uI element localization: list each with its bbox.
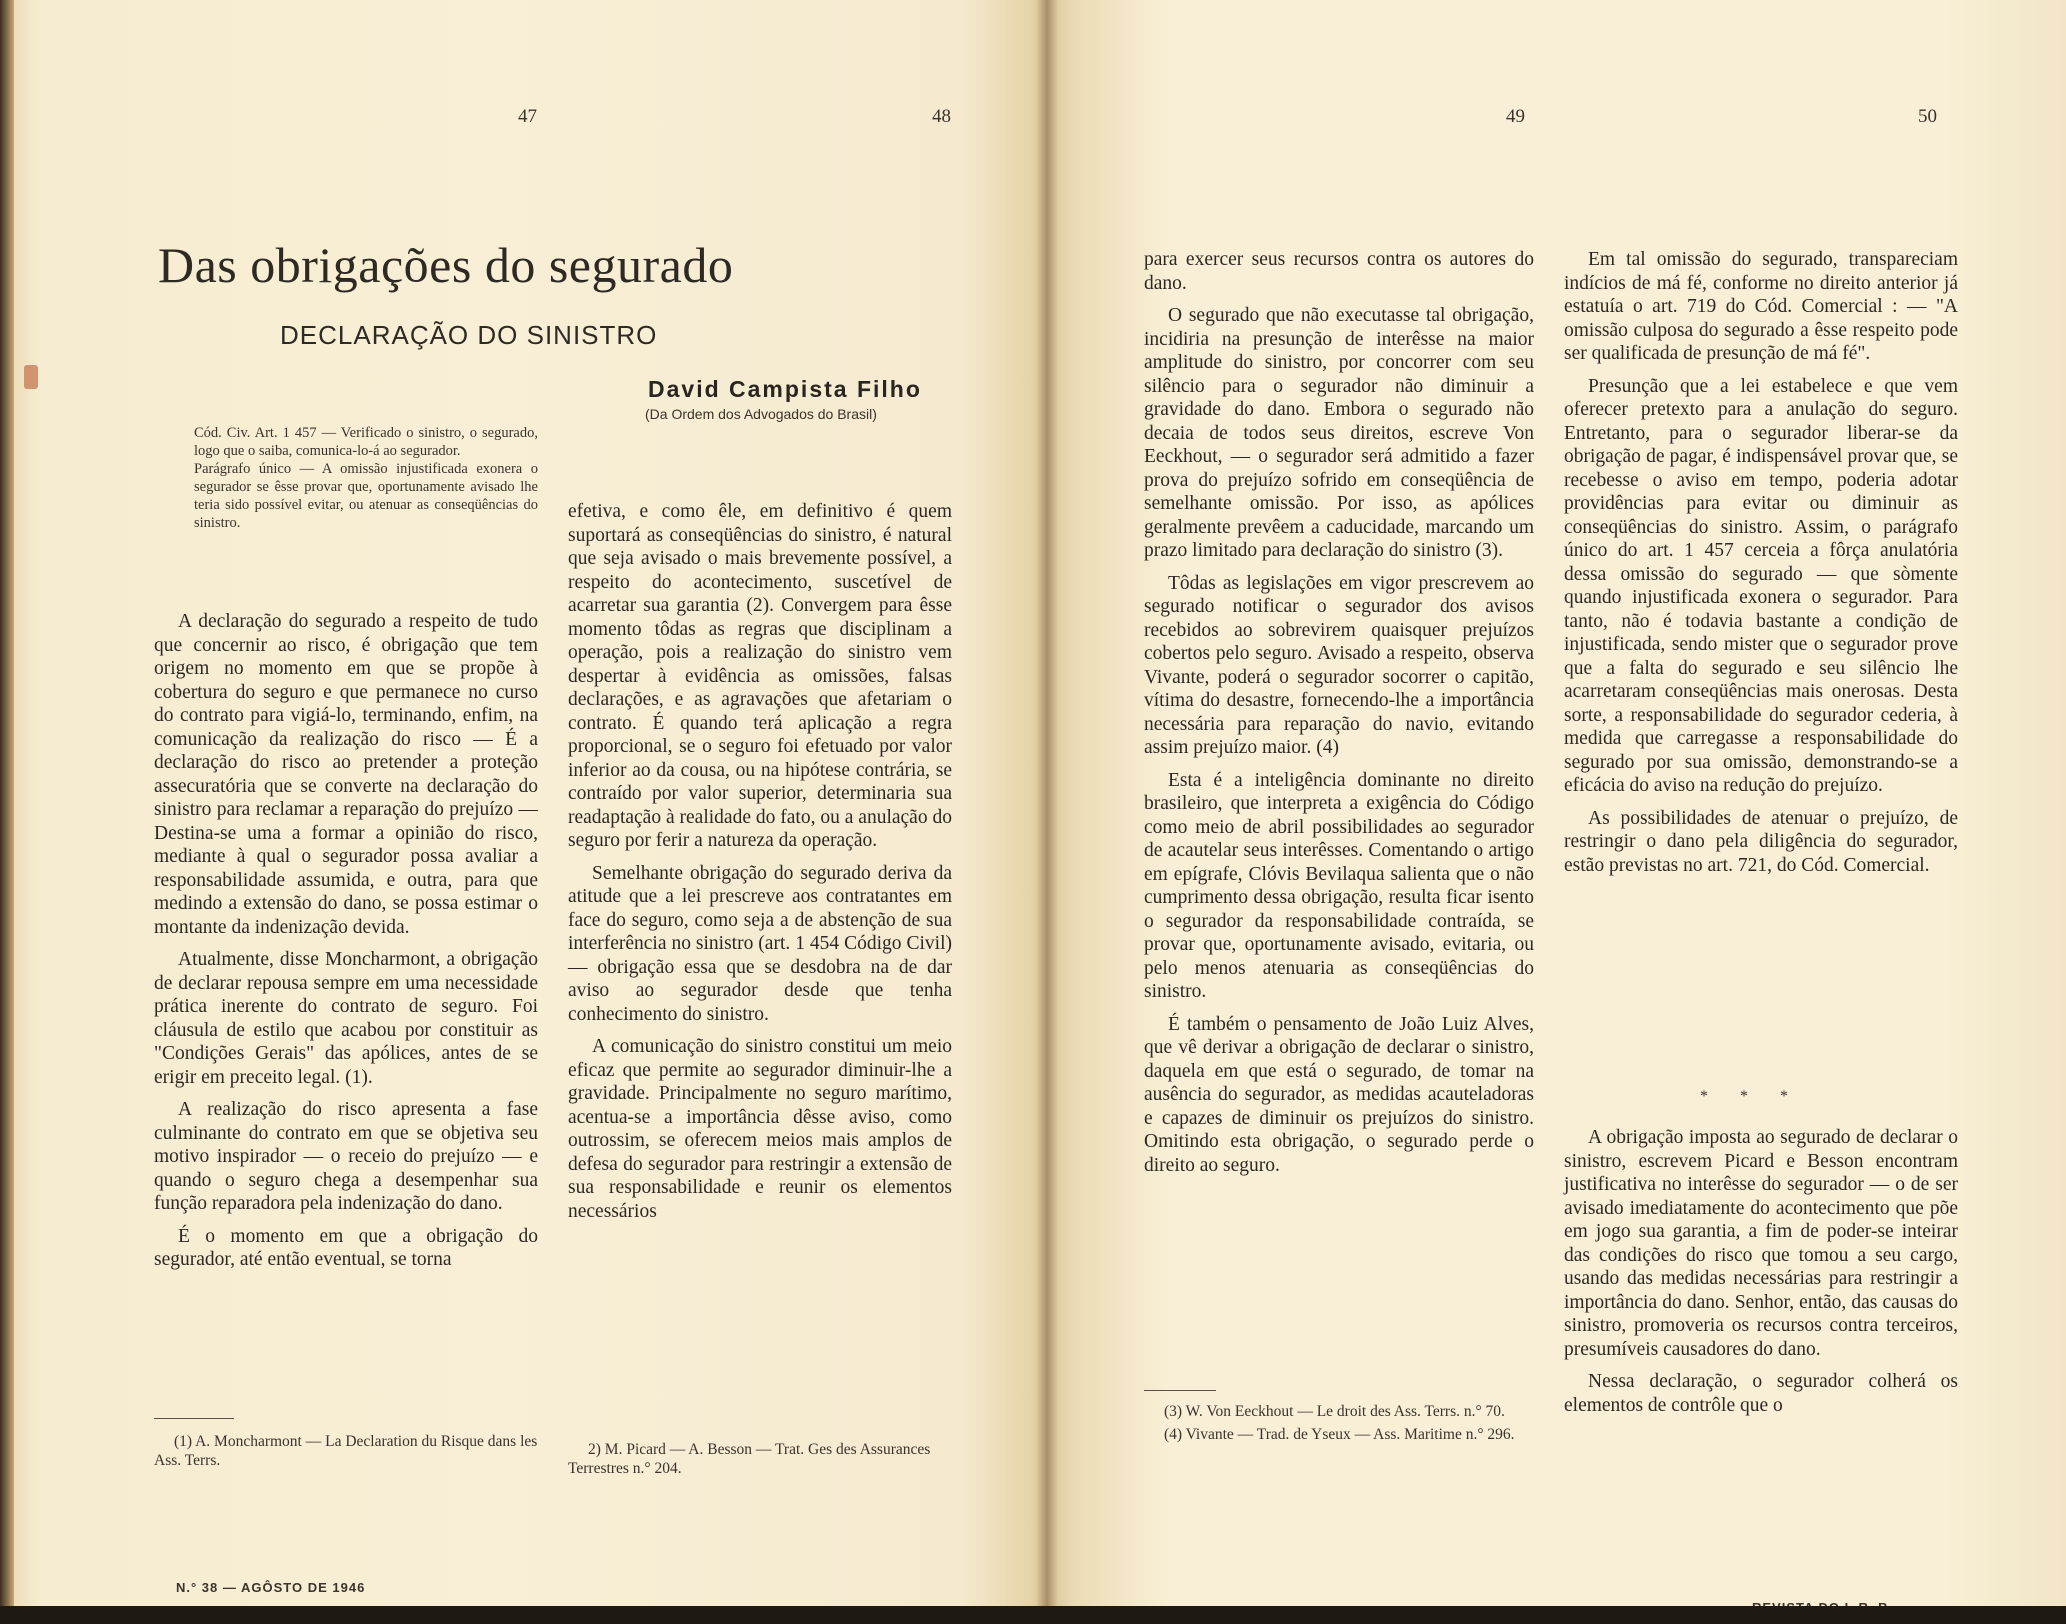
paragraph: Tôdas as legislações em vigor prescrevem ao segurado notificar o segurador dos avisos recebidos ao sobrevirem quaisquer prejuízos cobertos pelo seguro. Avisado a respeito, observa Vivante, poderá o segurador socorrer o capitão, vítima do desastre, fornecendo-lhe a importância necessária para reparação do navio, evitando assim prejuízo maior. (4) <box>1144 572 1534 758</box>
page-number-49: 49 <box>1506 106 1525 127</box>
paragraph: Semelhante obrigação do segurado deriva da atitude que a lei prescreve aos contratantes em face do seguro, como seja a de abstenção de sua interferência no sinistro (art. 1 454 Código Civil) — obrigação essa que se desdobra na de dar aviso ao segurador desde que tenha conhecimento do sinistro. <box>568 862 952 1025</box>
page-number-47: 47 <box>518 106 537 127</box>
paragraph: Nessa declaração, o segurador colherá os elementos de contrôle que o <box>1564 1371 1958 1416</box>
paragraph: A obrigação imposta ao segurado de declarar o sinistro, escrevem Picard e Besson encontram justificativa no interêsse do segurador — o de ser avisado imediatamente do acontecimento que põe em jogo sua garantia, a fim de poder-se inteirar das condições do risco que tomou a seu cargo, usando das medidas necessárias para restringir a importância do dano. Senhor, então, das causas do sinistro, promoveria os recursos contra terceiros, presumíveis causadores do dano. <box>1564 1127 1958 1360</box>
book-gutter <box>1036 0 1058 1624</box>
paragraph: É o momento em que a obrigação do segurador, até então eventual, se torna <box>154 1225 538 1270</box>
paragraph: A comunicação do sinistro constitui um meio eficaz que permite ao segurador diminuir-lhe a gravidade. Principalmente no seguro marítimo, acentua-se a importância dêsse aviso, como outrossim, se oferecem meios mais amplos de defesa do segurador para restringir a extensão de sua responsabilidade e reunir os elementos necessários <box>568 1036 952 1222</box>
footnote-text: (4) Vivante — Trad. de Yseux — Ass. Maritime n.° 296. <box>1164 1426 1515 1443</box>
author-affiliation: (Da Ordem dos Advogados do Brasil) <box>645 406 877 422</box>
epigraph-line: Cód. Civ. Art. 1 457 — Verificado o sinistro, o segurado, logo que o saiba, comunica-lo-á ao segurador. <box>194 425 538 459</box>
paragraph: Em tal omissão do segurado, transpareciam indícios de má fé, conforme no direito anterior já estatuía o art. 719 do Cód. Comercial : — "A omissão culposa do segurado a êsse respeito pode ser qualificada de presunção de má fé". <box>1564 249 1958 364</box>
footnote-rule <box>154 1418 234 1419</box>
section-separator: * * * <box>1700 1088 1802 1105</box>
paragraph: Presunção que a lei estabelece e que vem oferecer pretexto para a anulação do seguro. Entretanto, para o segurador liberar-se da obrigação de pagar, é indispensável provar que, se recebesse o aviso em tempo, poderia adotar providências para evitar ou diminuir as conseqüências do sinistro. Assim, o parágrafo único do art. 1 457 cerceia a fôrça anulatória dessa omissão do segurado — que sòmente quando injustificada exonera o segurador. Para tanto, não é todavia bastante a condição de injustificada, sendo mister que o segurador prove que a falta do segurado e seu silêncio lhe acarretaram conseqüências mais onerosas. Desta sorte, a responsabilidade do segurador cederia, à medida que carregasse a responsabilidade do segurado por sua omissão, demonstrando-se a eficácia do aviso na redução do prejuízo. <box>1564 375 1958 796</box>
article-subtitle: DECLARAÇÃO DO SINISTRO <box>280 320 658 350</box>
epigraph-line: Parágrafo único — A omissão injustificada exonera o segurador se êsse provar que, oportunamente avisado lhe teria sido possível evitar, ou atenuar as conseqüências do sinistro. <box>194 461 538 531</box>
paragraph: para exercer seus recursos contra os autores do dano. <box>1144 249 1534 294</box>
footnote-text: (1) A. Moncharmont — La Declaration du Risque dans les Ass. Terrs. <box>154 1433 538 1469</box>
footnote-rule <box>1144 1390 1216 1391</box>
page-tab-mark <box>24 365 38 389</box>
page-number-50: 50 <box>1918 106 1937 127</box>
issue-footer: N.° 38 — AGÔSTO DE 1946 <box>176 1580 366 1595</box>
column-4-bottom <box>1564 1126 1958 1426</box>
column-4-top <box>1564 248 1958 886</box>
epigraph <box>194 424 538 532</box>
paragraph: Esta é a inteligência dominante no direito brasileiro, que interpreta a exigência do Código como meio de abril possibilidades ao segurador de acautelar seus interêsses. Comentando o artigo em epígrafe, Clóvis Bevilaqua salienta que o não cumprimento dessa obrigação, resulta ficar isento o segurador da responsabilidade contraída, se provar que, oportunamente avisado, evitaria, ou pelo menos atenuaria as conseqüências do sinistro. <box>1144 769 1534 1002</box>
footnote-3-4 <box>1144 1402 1534 1448</box>
paragraph: O segurado que não executasse tal obrigação, incidiria na presunção de interêsse na maior amplitude do sinistro, por concorrer com seu silêncio para o segurador não diminuir a gravidade do dano. Embora o segurado não decaia de todos seus direitos, escreve Von Eeckhout, — o segurador será admitido a fazer prova do prejuízo sofrido em conseqüência de semelhante omissão. Por isso, as apólices geralmente prevêem a caducidade, marcando um prazo limitado para declaração do sinistro (3). <box>1144 305 1534 561</box>
paragraph: efetiva, e como êle, em definitivo é quem suportará as conseqüências do sinistro, é natural que seja avisado o mais brevemente possível, a respeito do acontecimento, suscetível de acarretar sua garantia (2). Convergem para êsse momento tôdas as regras que disciplinam a operação, pois a realização do sinistro vem despertar à evidência as omissões, falsas declarações, e as agravações que afetariam o contrato. É quando terá aplicação a regra proporcional, se o seguro foi efetuado por valor inferior ao da cousa, ou na hipótese contrária, se contraído por valor superior, determinaria sua readaptação à realidade do fato, ou a anulação do seguro por ferir a natureza da operação. <box>568 501 952 851</box>
page-number-48: 48 <box>932 106 951 127</box>
paragraph: A realização do risco apresenta a fase culminante do contrato em que se objetiva seu motivo inspirador — o receio do prejuízo — e quando o seguro chega a desempenhar sua função reparadora pela indenização do dano. <box>154 1099 538 1214</box>
paragraph: A declaração do segurado a respeito de tudo que concernir ao risco, é obrigação que tem origem no momento em que se propõe à cobertura do seguro e que permanece no curso do contrato para vigiá-lo, terminando, enfim, na comunicação da realização do risco — É a declaração do risco ao pretender a proteção assecuratória que se converte na declaração do sinistro para reclamar a reparação do prejuízo — Destina-se uma a formar a opinião do risco, mediante à qual o segurador possa avaliar a responsabilidade assumida, e outra, para que medindo a extensão do dano, se possa estimar o montante da indenização devida. <box>154 611 538 938</box>
left-page-edge <box>0 0 14 1624</box>
column-3 <box>1144 248 1534 1186</box>
article-title: Das obrigações do segurado <box>158 237 734 293</box>
bottom-edge <box>0 1606 2066 1624</box>
footnote-2 <box>568 1440 952 1482</box>
paragraph: Atualmente, disse Moncharmont, a obrigação de declarar repousa sempre em uma necessidade prática inerente do contrato de seguro. Foi cláusula de estilo que acabou por constituir as "Condições Gerais" das apólices, antes de se erigir em preceito legal. (1). <box>154 949 538 1088</box>
paragraph: As possibilidades de atenuar o prejuízo, de restringir o dano pela diligência do segurador, estão previstas no art. 721, do Cód. Comercial. <box>1564 807 1958 876</box>
column-1 <box>154 610 538 1281</box>
footnote-text: 2) M. Picard — A. Besson — Trat. Ges des Assurances Terrestres n.° 204. <box>568 1441 931 1477</box>
author-name: David Campista Filho <box>648 376 922 402</box>
column-2 <box>568 500 952 1232</box>
footnote-1 <box>154 1432 538 1474</box>
footnote-text: (3) W. Von Eeckhout — Le droit des Ass. Terrs. n.° 70. <box>1164 1403 1505 1420</box>
paragraph: É também o pensamento de João Luiz Alves, que vê derivar a obrigação de declarar o sinistro, daquela em que está o segurado, de tomar na ausência do segurador, as medidas acauteladoras e capazes de diminuir os prejuízos do sinistro. Omitindo esta obrigação, o segurado perde o direito ao seguro. <box>1144 1013 1534 1176</box>
